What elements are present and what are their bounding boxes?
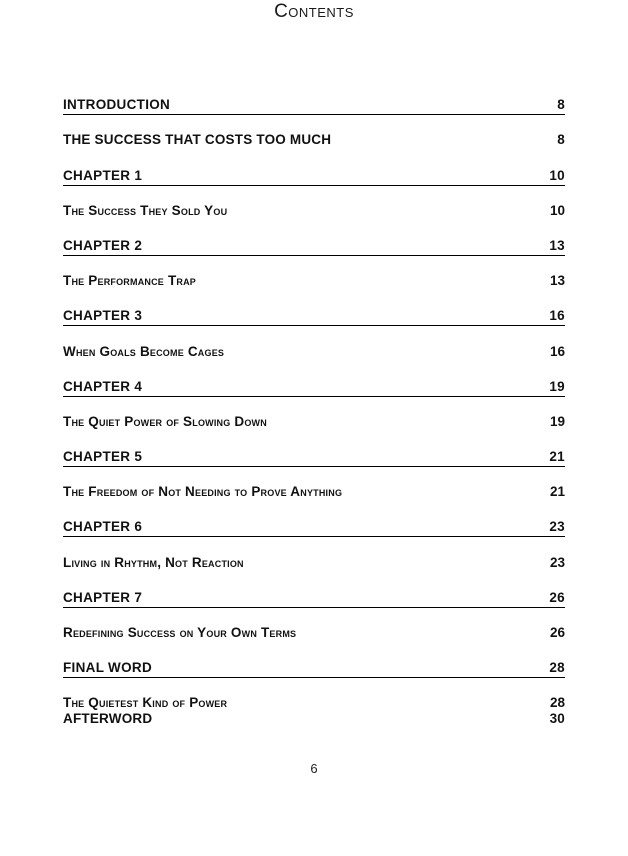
toc-entry[interactable] xyxy=(63,238,565,256)
toc-entry-page-number: 16 xyxy=(549,343,565,359)
toc-entry[interactable] xyxy=(63,449,565,467)
toc-entry-page-number: 19 xyxy=(549,413,565,429)
toc-entry-page-number: 30 xyxy=(549,710,565,726)
toc-entry-label: THE SUCCESS THAT COSTS TOO MUCH xyxy=(63,132,332,148)
toc-entry[interactable] xyxy=(63,519,565,537)
toc-entry-label: The Success They Sold You xyxy=(63,202,228,218)
toc-entry-page-number: 13 xyxy=(549,237,565,253)
toc-entry-page-number: 10 xyxy=(549,202,565,218)
toc-entry-page-number: 13 xyxy=(549,273,565,289)
toc-entry-label: Redefining Success on Your Own Terms xyxy=(63,625,297,640)
toc-entry-page-number: 8 xyxy=(557,132,565,148)
toc-entry-page-number: 23 xyxy=(549,519,565,535)
toc-entry[interactable] xyxy=(63,414,565,432)
toc-entry-page-number: 10 xyxy=(549,167,565,183)
toc-entry-label: CHAPTER 4 xyxy=(63,378,143,394)
toc-entry-label: The Freedom of Not Needing to Prove Anything xyxy=(63,484,343,500)
toc-entry-label: CHAPTER 2 xyxy=(63,237,143,253)
toc-entry[interactable] xyxy=(63,660,565,678)
toc-entry-label: When Goals Become Cages xyxy=(63,343,225,359)
toc-entry-page-number: 16 xyxy=(549,308,565,324)
toc-entry-page-number: 23 xyxy=(549,554,565,570)
toc-entry[interactable] xyxy=(63,590,565,608)
table-of-contents xyxy=(63,80,565,729)
toc-entry-page-number: 28 xyxy=(549,660,565,676)
toc-entry[interactable] xyxy=(63,625,565,643)
toc-entry-label: INTRODUCTION xyxy=(63,97,171,113)
toc-entry-label: FINAL WORD xyxy=(63,660,152,676)
toc-entry[interactable] xyxy=(63,97,565,115)
toc-entry-label: CHAPTER 6 xyxy=(63,519,143,535)
toc-entry-label: CHAPTER 7 xyxy=(63,589,143,605)
toc-entry[interactable] xyxy=(63,484,565,502)
toc-entry[interactable] xyxy=(63,711,565,729)
toc-entry[interactable] xyxy=(63,344,565,362)
toc-entry-label: Living in Rhythm, Not Reaction xyxy=(63,554,244,570)
toc-entry-label: The Quiet Power of Slowing Down xyxy=(63,413,267,429)
toc-entry-label: CHAPTER 3 xyxy=(63,308,143,324)
toc-entry[interactable] xyxy=(63,308,565,326)
toc-entry[interactable] xyxy=(63,168,565,186)
toc-entry-page-number: 26 xyxy=(549,625,565,640)
toc-entry-page-number: 21 xyxy=(549,484,565,500)
toc-entry-page-number: 28 xyxy=(549,695,565,711)
toc-entry-page-number: 21 xyxy=(549,449,565,465)
toc-entry-label: The Quietest Kind of Power xyxy=(63,695,228,711)
toc-entry-page-number: 19 xyxy=(549,378,565,394)
toc-entry-page-number: 8 xyxy=(557,97,565,113)
toc-entry[interactable] xyxy=(63,132,565,150)
toc-entry-label: The Performance Trap xyxy=(63,273,197,289)
toc-entry-page-number: 26 xyxy=(549,589,565,605)
toc-entry[interactable] xyxy=(63,379,565,397)
page-title: Contents xyxy=(274,1,354,22)
toc-entry-label: CHAPTER 5 xyxy=(63,449,143,465)
toc-entry-label: AFTERWORD xyxy=(63,710,153,726)
toc-entry[interactable] xyxy=(63,203,565,221)
toc-entry-label: CHAPTER 1 xyxy=(63,167,143,183)
toc-entry[interactable] xyxy=(63,555,565,573)
toc-entry[interactable] xyxy=(63,273,565,291)
footer-page-number: 6 xyxy=(310,761,318,776)
